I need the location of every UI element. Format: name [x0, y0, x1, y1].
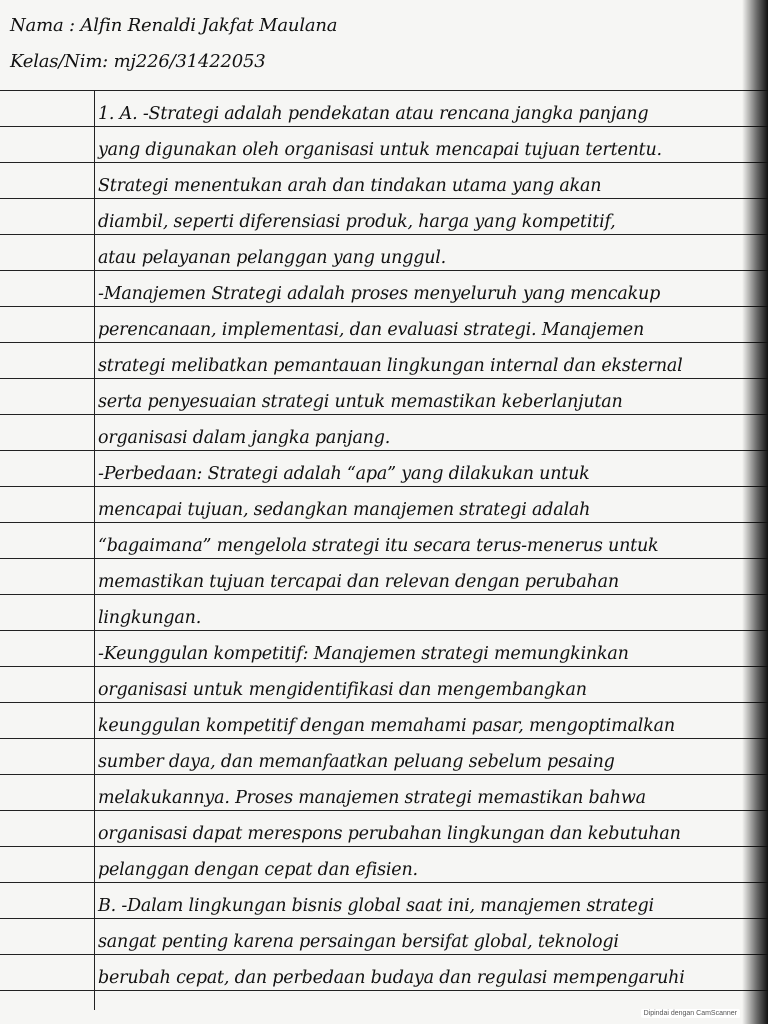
- ruled-line: [0, 486, 768, 487]
- margin-line: [94, 90, 95, 1010]
- ruled-line: [0, 378, 768, 379]
- scanner-watermark: Dipindai dengan CamScanner: [641, 1009, 740, 1018]
- ruled-line: [0, 126, 768, 127]
- answer-line: -Perbedaan: Strategi adalah “apa” yang dilakukan untuk: [98, 464, 590, 484]
- answer-line: melakukannya. Proses manajemen strategi memastikan bahwa: [98, 788, 646, 808]
- answer-line: keunggulan kompetitif dengan memahami pasar, mengoptimalkan: [98, 716, 675, 736]
- ruled-line: [0, 702, 768, 703]
- ruled-line: [0, 522, 768, 523]
- answer-line: strategi melibatkan pemantauan lingkungan internal dan eksternal: [98, 356, 683, 376]
- ruled-line: [0, 594, 768, 595]
- student-id-line: Kelas/Nim: mj226/31422053: [10, 51, 266, 72]
- answer-line: pelanggan dengan cepat dan efisien.: [98, 860, 418, 880]
- ruled-line: [0, 990, 768, 991]
- ruled-line: [0, 846, 768, 847]
- answer-line: sangat penting karena persaingan bersifat global, teknologi: [98, 932, 619, 952]
- student-name-line: Nama : Alfin Renaldi Jakfat Maulana: [10, 15, 338, 36]
- ruled-line: [0, 90, 768, 91]
- ruled-line: [0, 450, 768, 451]
- ruled-line: [0, 162, 768, 163]
- answer-line: Strategi menentukan arah dan tindakan utama yang akan: [98, 176, 602, 196]
- answer-line: diambil, seperti diferensiasi produk, harga yang kompetitif,: [98, 212, 616, 232]
- answer-line: atau pelayanan pelanggan yang unggul.: [98, 248, 447, 268]
- answer-line: memastikan tujuan tercapai dan relevan dengan perubahan: [98, 572, 619, 592]
- ruled-line: [0, 558, 768, 559]
- ruled-line: [0, 810, 768, 811]
- ruled-line: [0, 342, 768, 343]
- ruled-line: [0, 882, 768, 883]
- answer-line: yang digunakan oleh organisasi untuk mencapai tujuan tertentu.: [98, 140, 662, 160]
- answer-line: perencanaan, implementasi, dan evaluasi strategi. Manajemen: [98, 320, 645, 340]
- answer-line: sumber daya, dan memanfaatkan peluang sebelum pesaing: [98, 752, 615, 772]
- answer-line: mencapai tujuan, sedangkan manajemen strategi adalah: [98, 500, 591, 520]
- ruled-line: [0, 198, 768, 199]
- ruled-line: [0, 306, 768, 307]
- answer-line: lingkungan.: [98, 608, 202, 628]
- answer-line: organisasi dalam jangka panjang.: [98, 428, 391, 448]
- ruled-line: [0, 414, 768, 415]
- answer-line: -Manajemen Strategi adalah proses menyeluruh yang mencakup: [98, 284, 661, 304]
- answer-line: serta penyesuaian strategi untuk memastikan keberlanjutan: [98, 392, 623, 412]
- answer-line: “bagaimana” mengelola strategi itu secara terus-menerus untuk: [98, 536, 659, 556]
- answer-line: B. -Dalam lingkungan bisnis global saat ini, manajemen strategi: [98, 896, 654, 916]
- answer-line: -Keunggulan kompetitif: Manajemen strategi memungkinkan: [98, 644, 629, 664]
- ruled-line: [0, 630, 768, 631]
- answer-line: organisasi dapat merespons perubahan lingkungan dan kebutuhan: [98, 824, 681, 844]
- ruled-line: [0, 738, 768, 739]
- ruled-line: [0, 918, 768, 919]
- ruled-line: [0, 234, 768, 235]
- answer-line: berubah cepat, dan perbedaan budaya dan regulasi mempengaruhi: [98, 968, 685, 988]
- answer-line: 1. A. -Strategi adalah pendekatan atau rencana jangka panjang: [98, 104, 649, 124]
- ruled-line: [0, 954, 768, 955]
- ruled-line: [0, 774, 768, 775]
- ruled-line: [0, 270, 768, 271]
- answer-line: organisasi untuk mengidentifikasi dan mengembangkan: [98, 680, 587, 700]
- ruled-line: [0, 666, 768, 667]
